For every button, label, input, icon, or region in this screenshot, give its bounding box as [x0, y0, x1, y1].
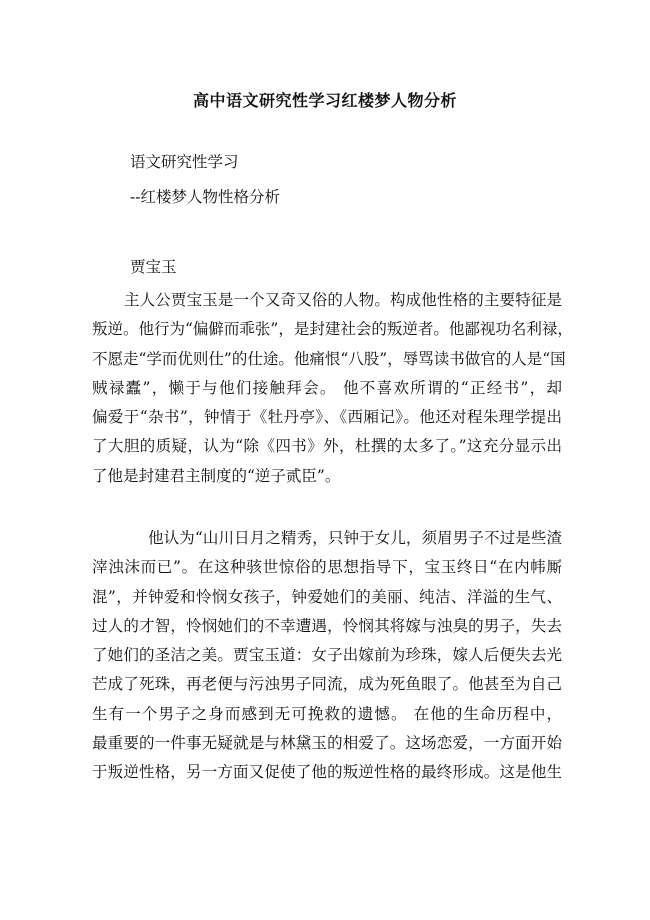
paragraph-line: 偏爱于“杂书”，钟情于《牡丹亭》、《西厢记》。他还对程朱理学提出	[92, 408, 562, 427]
paragraph-line: 混”，并钟爱和怜悯女孩子，钟爱她们的美丽、纯洁、洋溢的生气、	[92, 587, 562, 606]
document-title: 高中语文研究性学习红楼梦人物分析	[192, 91, 457, 110]
subtitle-line-1: 语文研究性学习	[130, 153, 239, 171]
paragraph-line: 主人公贾宝玉是一个又奇又俗的人物。构成他性格的主要特征是	[124, 291, 562, 309]
paragraph-line: 叛逆。他行为“偏僻而乖张”，是封建社会的叛逆者。他鄙视功名利禄，	[92, 320, 573, 339]
section-heading: 贾宝玉	[130, 258, 177, 276]
paragraph-line: 了大胆的质疑，认为“除《四书》外，杜撰的太多了。”这充分显示出	[92, 437, 562, 456]
paragraph-1	[92, 286, 573, 491]
paragraph-line: 芒成了死珠，再老便与污浊男子同流，成为死鱼眼了。他甚至为自己	[92, 675, 562, 694]
paragraph-line: 不愿走“学而优则仕”的仕途。他痛恨“八股”，辱骂读书做官的人是“国	[92, 349, 566, 368]
paragraph-line: 贼禄蠹”，懒于与他们接触拜会。 他不喜欢所谓的“正经书”，却	[92, 378, 562, 397]
paragraph-line: 滓浊沫而已”。在这种骇世惊俗的思想指导下，宝玉终日“在内帏厮	[92, 558, 562, 577]
paragraph-line: 生有一个男子之身而感到无可挽救的遗憾。 在他的生命历程中，	[92, 704, 562, 723]
paragraph-line: 于叛逆性格，另一方面又促使了他的叛逆性格的最终形成。这是他生	[92, 763, 562, 782]
paragraph-line: 最重要的一件事无疑就是与林黛玉的相爱了。这场恋爱，一方面开始	[92, 734, 562, 753]
paragraph-line: 了他是封建君主制度的“逆子贰臣”。	[92, 466, 341, 485]
subtitle-line-2: --红楼梦人物性格分析	[130, 188, 280, 206]
paragraph-2	[92, 524, 562, 788]
paragraph-line: 了她们的圣洁之美。贾宝玉道：女子出嫁前为珍珠，嫁人后便失去光	[92, 646, 562, 665]
paragraph-line: 过人的才智，怜悯她们的不幸遭遇，怜悯其将嫁与浊臭的男子，失去	[92, 616, 562, 635]
paragraph-line: 他认为“山川日月之精秀，只钟于女儿，须眉男子不过是些渣	[148, 529, 562, 547]
